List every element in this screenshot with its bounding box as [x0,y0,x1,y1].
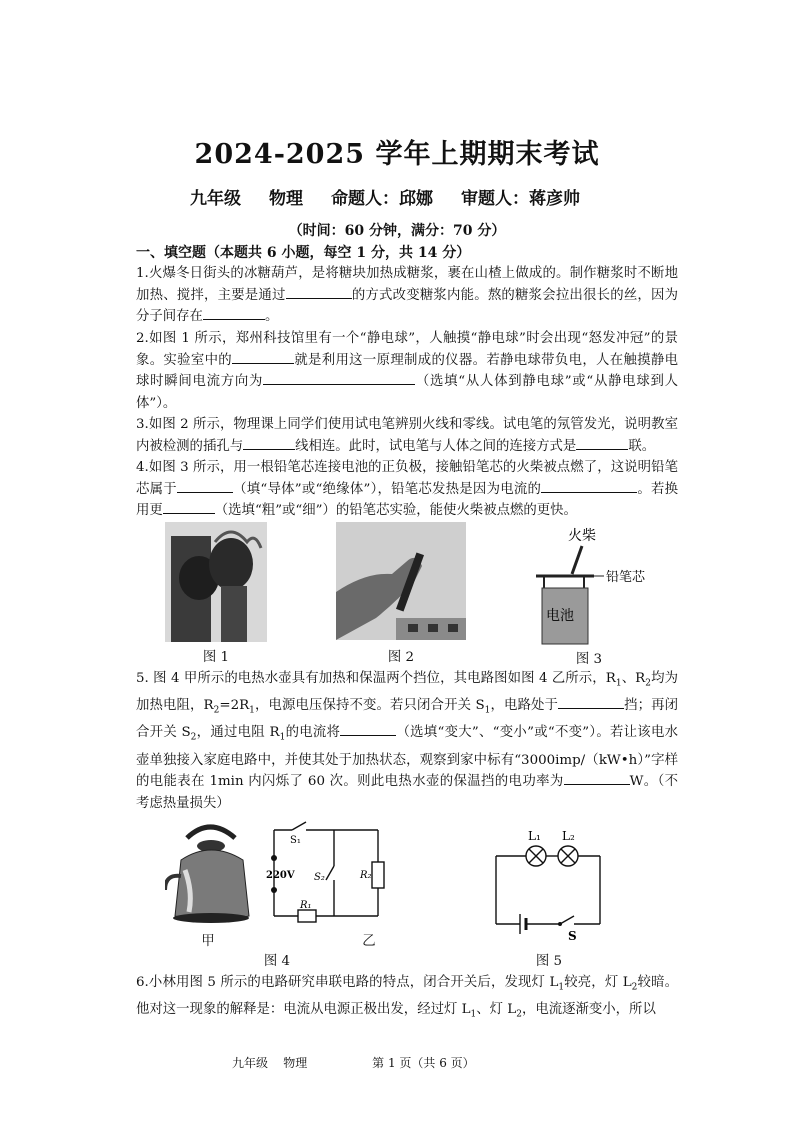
answer-blank[interactable] [243,436,295,450]
figure-2-photo [336,522,466,640]
fig4-220v-label: 220V [266,870,295,881]
answer-blank[interactable] [232,350,294,364]
question-3: 3.如图 2 所示，物理课上同学们使用试电笔辨别火线和零线。试电笔的氖管发光，说明教室内被检测的插孔与 线相连。此时，试电笔与人体之间的连接方式是 联。 [136,417,678,454]
fig4-r2-label: R₂ [360,870,372,881]
kettle-photo [165,820,255,924]
figure-4-caption: 图 4 [263,954,291,969]
page-footer: 九年级 物理 第 1 页（共 6 页） [232,1056,475,1070]
figure-3-caption: 图 3 [575,652,603,667]
figure-4-jia: 甲 [201,934,215,949]
fig4-r1-label: R₁ [300,900,312,911]
figure-1-photo [165,522,267,642]
answer-blank[interactable] [263,371,415,385]
author-label: 命题人：邱娜 [331,189,433,209]
figure-1-caption: 图 1 [202,650,230,665]
time-score: （时间：60 分钟，满分：70 分） [288,223,506,239]
match-label: 火柴 [568,528,596,544]
figure-5-caption: 图 5 [535,954,563,969]
question-1: 1.火爆冬日街头的冰糖葫芦，是将糖块加热成糖浆，裹在山楂上做成的。制作糖浆时不断地加热、搅拌，主要是通过 的方式改变糖浆内能。熬的糖浆会拉出很长的丝，因为分子间存在 。 [136,266,679,324]
answer-blank[interactable] [340,722,396,736]
question-5: 5. 图 4 甲所示的电热水壶具有加热和保温两个挡位，其电路图如图 4 乙所示，$R_1$、$R_2$均为加热电阻，$R_2=2R_1$，电源电压保持不变。若只闭合开关 $S_1$，电路处于 挡；再闭合开关 $S_2$，通过电阻 $R_1$的电流将 （选填“变大”、“变小”或“不变”）。若让该电水壶单独接入家庭电路中，并使其处于加热状态，观察到家中标有“3000imp/（kW•h）”字样的电能表在 1min 内闪烁了 60 次。则此电热水壶的保温挡的电功率为 W。（不考虑热量损失） [136,671,679,811]
fig4-s1-label: S₁ [290,835,301,846]
page-number: 第 1 页（共 6 页） [372,1056,475,1070]
answer-blank[interactable] [286,285,352,299]
figure-5-circuit [490,826,606,942]
answer-blank[interactable] [541,479,637,493]
fig5-l2-label: L₂ [562,829,575,843]
answer-blank[interactable] [163,500,215,514]
question-6: 6.小林用图 5 所示的电路研究串联电路的特点，闭合开关后，发现灯 $L_1$较亮，灯 $L_2$较暗。他对这一现象的解释是：电流从电源正极出发，经过灯 $L_1$、灯 $L_2$，电流逐渐变小，所以 [136,975,678,1020]
answer-blank[interactable] [564,771,630,785]
section-heading: 一、填空题（本题共 6 小题，每空 1 分，共 14 分） [136,245,471,261]
lead-label: 铅笔芯 [606,570,646,585]
answer-blank[interactable] [177,479,233,493]
figure-4-circuit [262,818,390,932]
battery-label: 电池 [546,608,574,624]
figure-3-diagram [524,524,654,646]
answer-blank[interactable] [203,306,265,320]
answer-blank[interactable] [558,695,624,709]
fig4-s2-label: S₂ [314,872,325,883]
subject-label: 物理 [269,189,303,209]
figure-4-yi: 乙 [362,934,376,949]
question-2: 2.如图 1 所示，郑州科技馆里有一个“静电球”，人触摸“静电球”时会出现“怒发冲冠”的景象。实验室中的 就是利用这一原理制成的仪器。若静电球带负电，人在触摸静电球时瞬间电流方向为 （选填“从人体到静电球”或“从静电球到人体”）。 [136,331,678,411]
fig5-l1-label: L₁ [528,829,541,843]
exam-subtitle [190,184,608,209]
fig5-s-label: S [568,929,577,942]
answer-blank[interactable] [576,436,628,450]
figure-2-caption: 图 2 [387,650,415,665]
grade-label: 九年级 [190,189,241,209]
question-4: 4.如图 3 所示，用一根铅笔芯连接电池的正负极，接触铅笔芯的火柴被点燃了，这说明铅笔芯属于 （填“导体”或“绝缘体”），铅笔芯发热是因为电流的 。若换用更 （选填“粗”或“细”）的铅笔芯实验，能使火柴被点燃的更快。 [136,460,679,518]
page-title: 2024-2025 学年上期期末考试 [194,139,600,170]
reviewer-label: 审题人：蒋彦帅 [461,189,580,209]
